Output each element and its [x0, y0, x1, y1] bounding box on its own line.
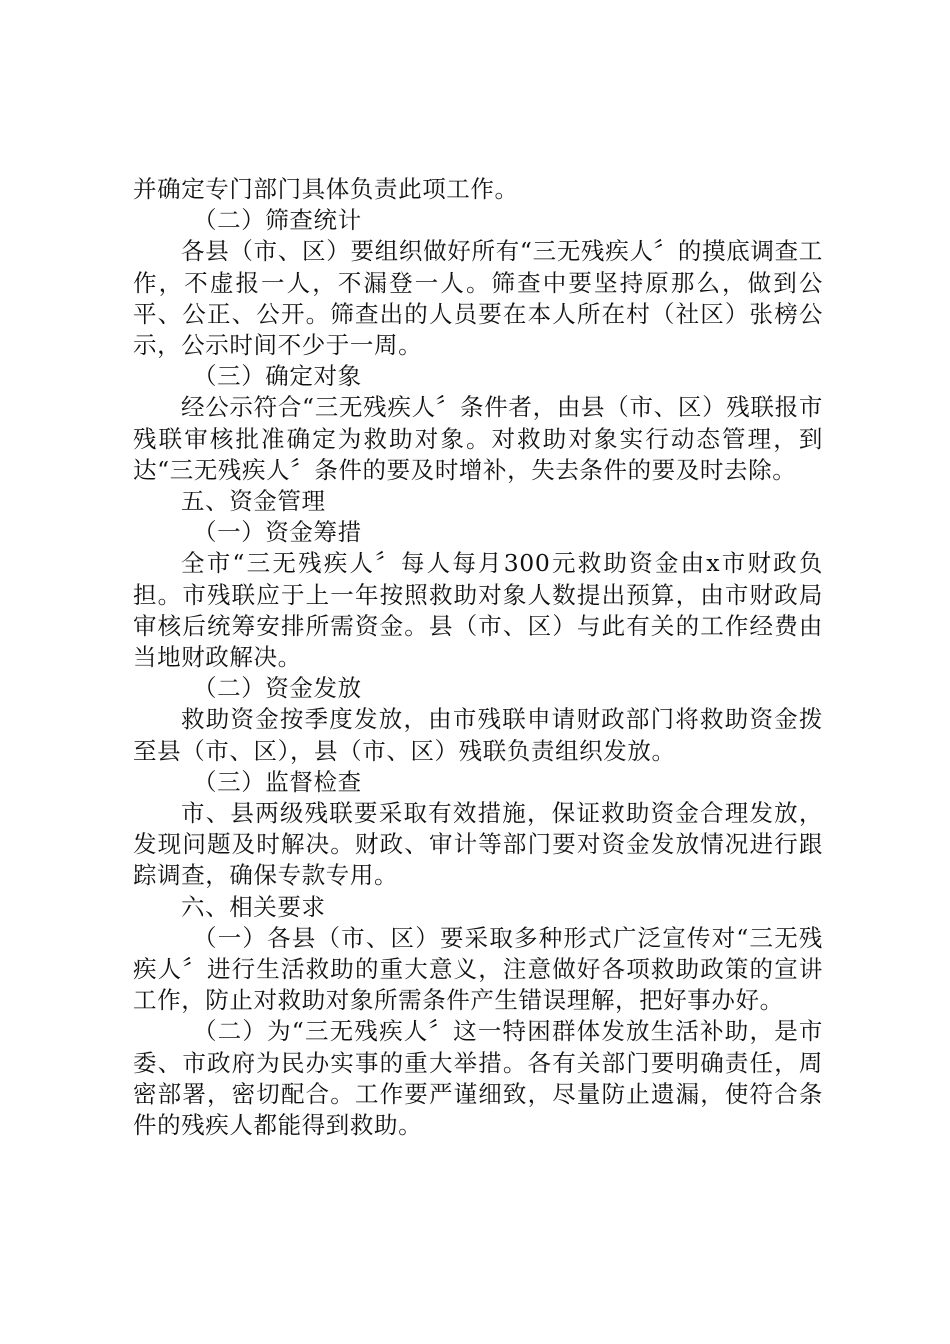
subheading-fund-raising: （一）资金筹措 — [193, 518, 362, 547]
section-heading-fund-management: 五、资金管理 — [181, 487, 326, 516]
section-heading-requirements: 六、相关要求 — [181, 892, 326, 921]
paragraph-supervision: 市、县两级残联要采取有效措施，保证救助资金合理发放，发现问题及时解决。财政、审计等部门要对资金发放情况进行跟踪调查，确保专款专用。 — [133, 799, 823, 890]
paragraph-screening: 各县（市、区）要组织做好所有“三无残疾人〞的摸底调查工作，不虚报一人，不漏登一人。筛查中要坚持原那么，做到公平、公正、公开。筛查出的人员要在本人所在村（社区）张榜公示，公示时间不少于一周。 — [133, 237, 823, 360]
document-body — [133, 174, 823, 1141]
paragraph-determine-targets: 经公示符合“三无残疾人〞条件者，由县（市、区）残联报市残联审核批准确定为救助对象。对救助对象实行动态管理，到达“三无残疾人〞条件的要及时增补，失去条件的要及时去除。 — [133, 393, 823, 484]
subheading-determine-targets: （三）确定对象 — [193, 362, 362, 391]
subheading-fund-distribution: （二）资金发放 — [193, 674, 362, 703]
subheading-supervision: （三）监督检查 — [193, 767, 362, 796]
paragraph-requirement-2: （二）为“三无残疾人〞这一特困群体发放生活补助，是市委、市政府为民办实事的重大举措。各有关部门要明确责任，周密部署，密切配合。工作要严谨细致，尽量防止遗漏，使符合条件的残疾人都能得到救助。 — [133, 1017, 823, 1140]
paragraph-requirement-1: （一）各县（市、区）要采取多种形式广泛宣传对“三无残疾人〞进行生活救助的重大意义，注意做好各项救助政策的宣讲工作，防止对救助对象所需条件产生错误理解，把好事办好。 — [133, 923, 823, 1015]
subheading-screening-statistics: （二）筛查统计 — [193, 206, 362, 235]
paragraph-fund-distribution: 救助资金按季度发放，由市残联申请财政部门将救助资金拨至县（市、区），县（市、区）残联负责组织发放。 — [133, 705, 823, 765]
paragraph-continuation: 并确定专门部门具体负责此项工作。 — [133, 175, 519, 203]
paragraph-fund-raising: 全市“三无残疾人〞每人每月300元救助资金由x市财政负担。市残联应于上一年按照救助对象人数提出预算，由市财政局审核后统筹安排所需资金。县（市、区）与此有关的工作经费由当地财政解决。 — [133, 549, 823, 672]
